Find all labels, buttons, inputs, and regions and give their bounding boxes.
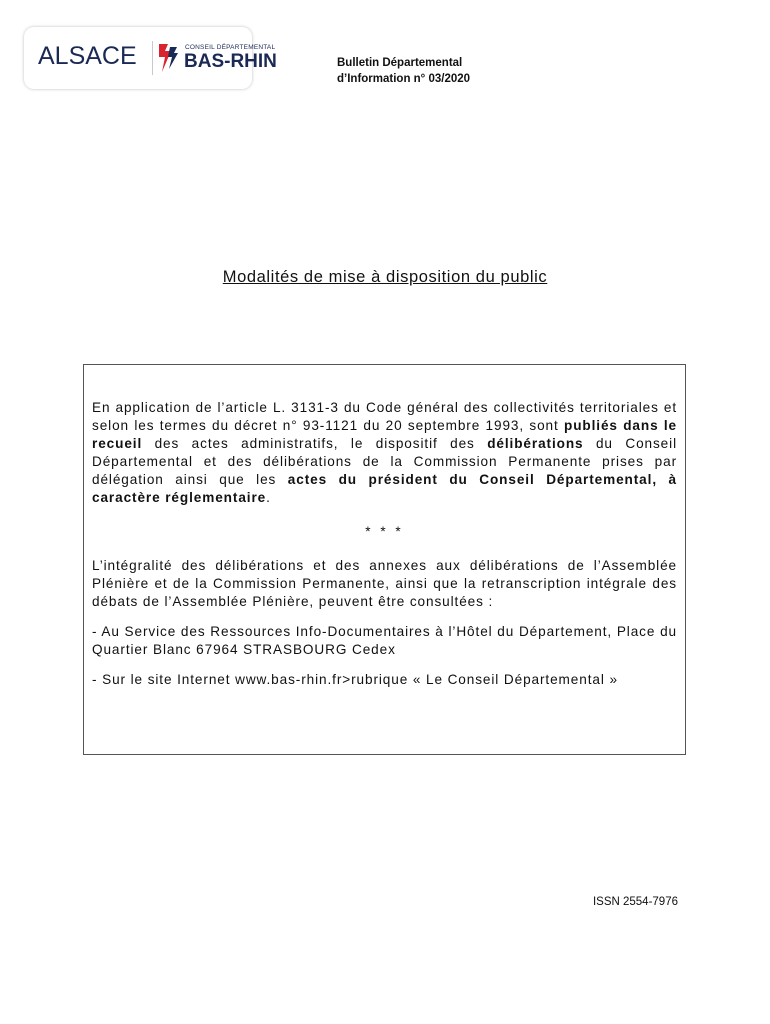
para1-text-4: . xyxy=(266,490,271,505)
logo-conseil-text: CONSEIL DÉPARTEMENTAL xyxy=(185,44,276,51)
notice-box xyxy=(83,364,686,755)
bulletin-number: d’Information n° 03/2020 xyxy=(337,73,471,85)
para1-text-1: En application de l’article L. 3131-3 du Code général des collectivités territoriales et selon les termes du décret n° 93-1121 du 20 septembre 1993, sont xyxy=(92,400,677,433)
logo-alsace-text: ALSACE xyxy=(38,42,137,70)
para1-bold-recueil: publiés dans le recueil xyxy=(92,418,678,451)
spacer xyxy=(92,659,677,671)
logo-divider xyxy=(152,41,153,75)
bulletin-reference xyxy=(337,55,470,87)
para1-text-3: du Conseil Départemental et des délibérations de la Commission Permanente prises par délégation ainsi que les xyxy=(92,436,677,487)
notice-paragraph-consultation: L’intégralité des délibérations et des annexes aux délibérations de l’Assemblée Plénière et de la Commission Permanente, ainsi que la retranscription intégrale des débats de l’Assemblée Plénière, peuvent être consultées : xyxy=(92,558,677,609)
logo-bas-rhin-text: BAS-RHIN xyxy=(184,51,277,72)
issn-number: ISSN 2554-7976 xyxy=(592,896,678,908)
para1-bold-deliberations: délibérations xyxy=(487,436,584,451)
page-title: Modalités de mise à disposition du public xyxy=(222,268,548,286)
notice-paragraph-service: - Au Service des Ressources Info-Documentaires à l’Hôtel du Département, Place du Quartier Blanc 67964 STRASBOURG Cedex xyxy=(92,624,677,657)
alsace-bas-rhin-logo xyxy=(24,27,277,89)
bulletin-title: Bulletin Départemental xyxy=(337,57,463,69)
para1-text-2: des actes administratifs, le dispositif des xyxy=(142,436,488,451)
spacer xyxy=(92,611,677,623)
bas-rhin-emblem-icon xyxy=(156,41,180,75)
separator-stars: * * * xyxy=(365,524,404,539)
para1-bold-actes: actes du président du Conseil Départemental, à caractère réglementaire xyxy=(92,472,677,505)
notice-paragraph-website: - Sur le site Internet www.bas-rhin.fr>rubrique « Le Conseil Départemental » xyxy=(92,672,618,687)
notice-paragraph-publication xyxy=(92,399,677,507)
